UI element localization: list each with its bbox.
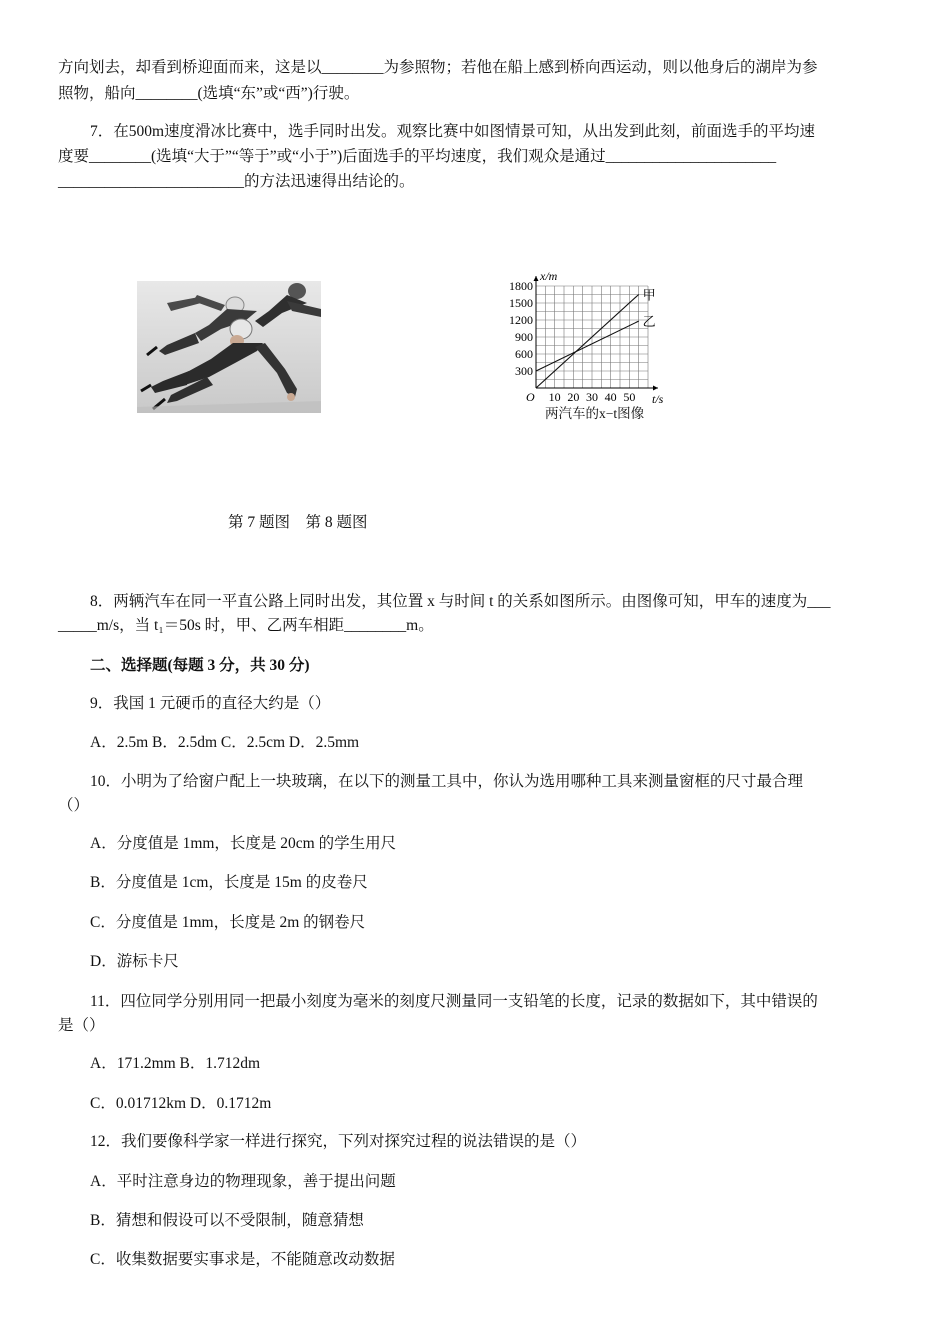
q10-option-b: B．分度值是 1cm，长度是 15m 的皮卷尺 — [90, 874, 368, 891]
speed-skaters-photo — [137, 281, 321, 413]
y-axis-arrow-icon — [534, 276, 539, 281]
q12-option-a: A．平时注意身边的物理现象，善于提出问题 — [90, 1173, 396, 1190]
q7-line-1: 7．在500m速度滑冰比赛中，选手同时出发。观察比赛中如图情景可知，从出发到此刻，前面选手的平均速 — [90, 123, 816, 140]
q9-options: A．2.5m B．2.5dm C．2.5cm D．2.5mm — [90, 734, 360, 751]
q11-options-ab: A．171.2mm B．1.712dm — [90, 1055, 261, 1072]
x-axis-label: t/s — [652, 392, 664, 406]
series-line — [536, 295, 639, 389]
series-label: 甲 — [642, 288, 656, 304]
y-tick-label: 1200 — [509, 313, 533, 327]
q11-options-cd: C．0.01712km D．0.1712m — [90, 1095, 272, 1112]
q10-stem-2: （） — [58, 797, 90, 814]
x-tick-label: 40 — [604, 390, 617, 404]
x-tick-label: 10 — [548, 390, 561, 404]
y-tick-label: 1800 — [509, 279, 533, 293]
x-tick-label: 20 — [567, 390, 580, 404]
q12-option-c: C．收集数据要实事求是，不能随意改动数据 — [90, 1251, 395, 1268]
q6-line-1: 方向划去，却看到桥迎面而来，这是以________为参照物；若他在船上感到桥向西运动，则以他身后的湖岸为参 — [58, 59, 818, 76]
q8-line-2: _____m/s，当 t₁＝50s 时，甲、乙两车相距________m。 — [58, 617, 434, 634]
q10-option-a: A．分度值是 1mm，长度是 20cm 的学生用尺 — [90, 835, 397, 852]
q11-stem-2: 是（） — [58, 1017, 105, 1034]
q7-line-3: ________________________的方法迅速得出结论的。 — [58, 173, 415, 190]
series-label: 乙 — [642, 315, 656, 331]
figure-caption: 第 7 题图 第 8 题图 — [228, 514, 368, 531]
x-axis-arrow-icon — [653, 386, 658, 391]
q9-stem: 9．我国 1 元硬币的直径大约是（） — [90, 695, 331, 712]
q12-stem: 12．我们要像科学家一样进行探究，下列对探究过程的说法错误的是（） — [90, 1133, 587, 1150]
y-tick-label: 1500 — [509, 296, 533, 310]
section-title: 二、选择题(每题 3 分，共 30 分) — [90, 657, 310, 674]
y-tick-label: 300 — [515, 364, 533, 378]
y-axis-label: x/m — [540, 269, 558, 283]
q6-line-2: 照物，船向________(选填“东”或“西”)行驶。 — [58, 85, 360, 102]
xt-chart — [496, 268, 686, 428]
q12-option-b: B．猜想和假设可以不受限制，随意猜想 — [90, 1212, 364, 1229]
x-tick-label: 30 — [586, 390, 598, 404]
q8-line-1: 8．两辆汽车在同一平直公路上同时出发，其位置 x 与时间 t 的关系如图所示。由图像可知，甲车的速度为___ — [90, 593, 831, 610]
x-tick-label: 50 — [623, 390, 636, 404]
q10-option-d: D．游标卡尺 — [90, 953, 179, 970]
q10-option-c: C．分度值是 1mm，长度是 2m 的钢卷尺 — [90, 914, 366, 931]
chart-title: 两汽车的x−t图像 — [545, 406, 645, 421]
origin-label: O — [526, 390, 535, 404]
q7-line-2: 度要________(选填“大于”“等于”或“小于”)后面选手的平均速度，我们观众是通过______________________ — [58, 148, 777, 165]
y-tick-label: 600 — [515, 347, 533, 361]
y-tick-label: 900 — [515, 330, 533, 344]
q11-stem-1: 11．四位同学分别用同一把最小刻度为毫米的刻度尺测量同一支铅笔的长度，记录的数据如下，其中错误的 — [90, 993, 818, 1010]
q10-stem-1: 10．小明为了给窗户配上一块玻璃，在以下的测量工具中，你认为选用哪种工具来测量窗框的尺寸最合理 — [90, 773, 804, 790]
